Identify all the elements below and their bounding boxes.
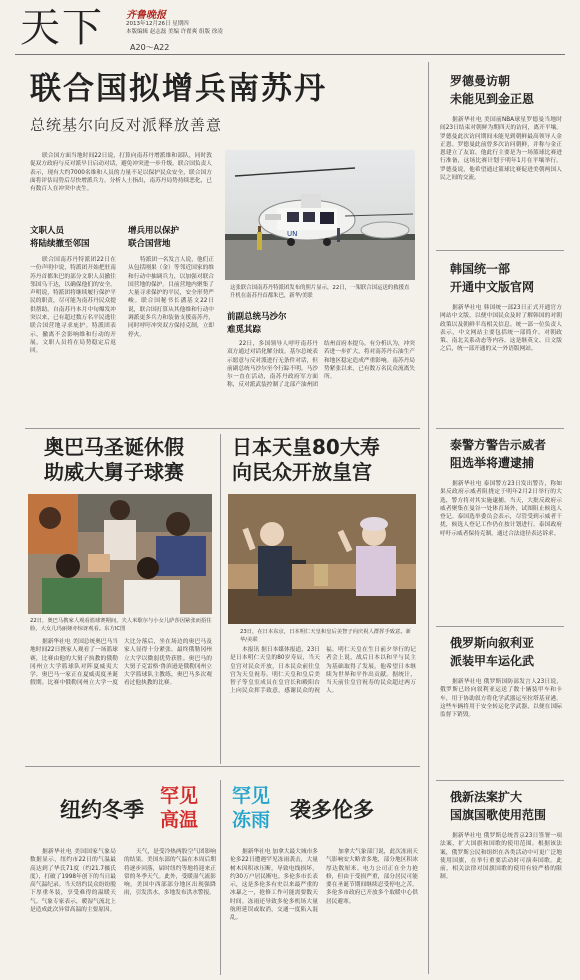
helicopter-caption: 这张联合国南苏丹特派团发布的照片显示，22日，一架联合国运送的救援直升机在南苏丹首都朱巴，新华/美联 bbox=[230, 285, 410, 299]
lead-col3-subhead1: 前副总统马沙尔 bbox=[227, 312, 287, 322]
akihito-headline-line1: 日本天皇80大寿 bbox=[232, 435, 380, 459]
obama-family-image bbox=[28, 494, 212, 614]
page-range: A20～A22 bbox=[130, 43, 170, 52]
masthead-rule bbox=[15, 54, 565, 55]
sidebar-item-text: 据新华社电 泰国警方23日发出警告，称如果反政府示威者阻挠定于明年2月2日举行的大选，警方将对其实施逮捕。当天，大批反政府示威者聚集在曼谷一处体育场外，试图阻止候选人登记。泰国选举委员会表示，尽管受到示威者干扰，候选人登记工作仍在按计划进行。泰国政府呼吁示威者保持克制，通过合法途径表达诉求。 bbox=[440, 481, 562, 537]
helicopter-image bbox=[225, 150, 415, 280]
lead-col1-subhead1: 文职人员 bbox=[30, 226, 65, 236]
ny-headline: 纽约冬季 bbox=[60, 798, 144, 822]
lead-col1-text: 联合国南苏丹特派团22日在一份声明中说，特派团开始把驻南苏丹首都朱巴的部分文职人员撤往邻国乌干达，以确保他们的安全。声明说，特派团将继续履行保护平民的职责，尽可能为南苏丹民众提供帮助。自南苏丹本月中旬爆发冲突以来，已有超过数万名平民逃往联合国营地寻求庇护。特派团表示，撤离不会影响维和行动的开展，文职人员将在局势稳定后返回。 bbox=[30, 257, 116, 355]
lead-intro: 联合国方面当地时间22日说，打算向南苏丹增派维和部队，同时敦促双方政府与反对派早日启动对话，避免冲突进一步升级。联合国负责人表示，现有大约7000名维和人员的力量不足以保护民众安全，联合国方面将评估局势后尽快增派兵力。分析人士指出，南苏丹局势持续恶化，已有数百人在冲突中丧生。 bbox=[30, 153, 212, 193]
ny-text-2: 天气，是受冷热两股空气团影响的结果。美国东部的气温在本周后期将逐步回落，届时纽约等地将迎来正常的冬季天气。此外，受暖湿气流影响，美国中西部部分地区出现强降雨，引发洪水，多地发布洪水警报。 bbox=[124, 849, 216, 897]
mid-vertical-rule bbox=[220, 434, 221, 764]
emperor-image bbox=[228, 494, 416, 624]
obama-headline-line2: 助威大舅子球赛 bbox=[44, 460, 184, 484]
sidebar-item-headline: 国旗国歌使用范围 bbox=[450, 808, 547, 822]
paper-logo: 齐鲁晚报 bbox=[126, 10, 166, 21]
sidebar-item-headline: 俄罗斯向叙利亚 bbox=[450, 636, 535, 650]
akihito-text: 本报讯 据日本媒体报道，23日是日本明仁天皇的80岁寿辰，当天皇宫对民众开放，日本民众前往皇宫为天皇祝寿。明仁天皇和皇后美智子等皇室成员在皇宫长和殿阳台上向民众挥手致意，感谢民众的祝福。明仁天皇在生日前夕举行的记者会上说，战后日本以和平与民主为基础取得了发展，他希望日本继续为世界和平作出贡献。据统计，当天前往皇宫祝寿的民众超过两万人。 bbox=[230, 647, 416, 695]
sidebar-divider bbox=[436, 626, 564, 627]
sidebar-item-headline: 俄新法案扩大 bbox=[450, 790, 523, 804]
to-headline: 袭多伦多 bbox=[290, 798, 374, 822]
lead-col3-text: 22日，多国领导人呼吁南苏丹双方通过对话化解分歧。基尔总统表示愿意与反对派进行无条件对话，但前副总统马沙尔至今行踪不明。马沙尔一直在活动，南苏丹政府军方面称，反对派武装控制了北部产油州团结州首府本提乌。有分析认为，冲突若进一步扩大，将对南苏丹石油生产和地区稳定造成严重影响。南苏丹局势紧张以来，已有数万名民众流离失所。 bbox=[227, 341, 415, 389]
to-headline-blue-2: 冻雨 bbox=[232, 809, 271, 831]
editor-credits: 本版编辑 赵志磊 美编 许翟爽 组版 徐凌 bbox=[126, 29, 223, 35]
sidebar-rule bbox=[428, 62, 429, 974]
obama-caption: 22日，奥巴马携家人观看篮球赛期间，夫人米歇尔与小女儿萨莎因紧张而捂住脸，大女儿玛丽娅亦惊讶观看。东方IC图 bbox=[30, 618, 212, 632]
lead-col2-text: 特派团一名发言人说，他们正从包括刚果（金）等邻近国家的维和行动中抽调兵力，以加强对联合国营地的保护。目前营地内聚集了大量寻求保护的平民，安全形势严峻。联合国秘书长潘基文22日说，联合国打算从其他维和行动中调派更多兵力和装备支援南苏丹，同时呼吁冲突双方保持克制，立即停火。 bbox=[128, 257, 214, 338]
akihito-headline-line2: 向民众开放皇宫 bbox=[232, 460, 372, 484]
lead-deck: 总统基尔向反对派释放善意 bbox=[30, 116, 223, 134]
lead-col2-subhead2: 联合国营地 bbox=[128, 239, 171, 249]
sidebar-item-text: 据新华社电 俄罗斯总统普京23日签署一项法案，扩大国旗和国歌的使用范围。根据该法案，俄罗斯公民和组织在各类活动中可更广泛地使用国旗，在举行重要活动时可演奏国歌。此前，相关法律对国旗国歌的使用有较严格的限制。 bbox=[440, 833, 562, 881]
to-headline-blue-1: 罕见 bbox=[232, 785, 271, 807]
helicopter-photo bbox=[225, 150, 415, 280]
sidebar-item-headline: 未能见到金正恩 bbox=[450, 92, 535, 106]
sidebar-item-headline: 开通中文版官网 bbox=[450, 280, 535, 294]
section-title: 天下 bbox=[20, 5, 104, 51]
ny-headline-red-2: 高温 bbox=[160, 809, 199, 831]
to-text: 据新华社电 加拿大最大城市多伦多22日遭遇罕见冻雨袭击，大量树木因积冰压断，导致电线损坏，约30万户居民断电。多伦多市长表示，这是多伦多有史以来最严重的冰暴之一，抢修工作可能需要数天时间。冻雨还导致多伦多机场大量航班延误或取消，交通一度陷入混乱。 bbox=[230, 849, 318, 922]
svg-text:UN: UN bbox=[287, 230, 298, 238]
lead-col3-subhead2: 难觅其踪 bbox=[227, 325, 262, 335]
sidebar-divider bbox=[436, 780, 564, 781]
obama-photo bbox=[28, 494, 212, 614]
lead-bottom-rule bbox=[25, 428, 420, 429]
obama-headline-line1: 奥巴马圣诞休假 bbox=[44, 435, 184, 459]
sidebar-divider bbox=[436, 428, 564, 429]
sidebar-item-headline: 韩国统一部 bbox=[450, 262, 511, 276]
sidebar-item-headline: 罗德曼访朝 bbox=[450, 74, 511, 88]
mid-bottom-rule bbox=[25, 766, 420, 767]
sidebar-item-text: 据新华社电 俄罗斯国防部发言人23日说，俄罗斯已经向叙利亚运送了数十辆装甲车和卡车，用于协助叙方将化学武器运至拉塔基亚港。这些车辆将用于安全转运化学武器，以便在国际监督下销毁。 bbox=[440, 679, 562, 719]
lead-col1-subhead2: 将陆续撤至邻国 bbox=[30, 239, 90, 249]
akihito-photo bbox=[228, 494, 416, 624]
ny-headline-red-1: 罕见 bbox=[160, 785, 199, 807]
issue-date: 2013年12月26日 星期四 bbox=[126, 21, 189, 27]
sidebar-item-headline: 泰警方警告示威者 bbox=[450, 438, 547, 452]
lead-headline: 联合国拟增兵南苏丹 bbox=[30, 71, 327, 107]
sidebar-item-headline: 阻选举将遭逮捕 bbox=[450, 456, 535, 470]
sidebar-item-text: 据新华社电 韩国统一部23日正式开通官方网站中文版，以便中国民众及时了解韩国的对朝政策以及朝鲜半岛相关信息。统一部一位负责人表示，中文网站主要包括统一部简介、对朝政策、南北关系动态等内容。这是继英文、日文版之后，统一部开通的又一外语版网站。 bbox=[440, 305, 562, 353]
sidebar-item-headline: 派装甲车运化武 bbox=[450, 654, 535, 668]
sidebar-divider bbox=[436, 250, 564, 251]
akihito-caption: 23日，在日本东京，日本明仁天皇和皇后美智子向庆祝人群挥手致意。新华/美联 bbox=[240, 629, 411, 643]
to-text-2: 加拿大气象部门说，此次冻雨天气影响安大略省多地，部分地区积冰厚达数厘米。电力公司正在全力抢修，但由于受损严重，部分居民可能要在圣诞节期间继续忍受停电之苦。多伦多市政府已开放多个取暖中心供居民避寒。 bbox=[326, 849, 418, 905]
ny-text: 据新华社电 美国国家气象局数据显示，纽约市22日的气温最高达到了华氏71度（约21.7摄氏度），打破了1998年创下的当日最高气温纪录。当天纽约民众纷纷脱下厚重冬装，享受难得的温暖天气。气象专家表示，暖湿气流北上是造成此次异常高温的主要原因。 bbox=[30, 849, 116, 914]
obama-text: 据新华社电 美国总统奥巴马当地时间22日携家人观看了一场篮球赛，比赛由他的大舅子执教的俄勒冈州立大学篮球队对阵夏威夷大学。奥巴马一家正在夏威夷度圣诞假期。比赛中俄勒冈州立大学一度大比分落后，坐在场边的奥巴马及家人显得十分紧张。最终俄勒冈州立大学以微弱优势获胜。奥巴马的大舅子克雷格·鲁滨逊是俄勒冈州立大学篮球队主教练，奥巴马多次观看过他执教的比赛。 bbox=[30, 639, 212, 687]
lead-col2-subhead1: 增兵用以保护 bbox=[128, 226, 180, 236]
sidebar-item-text: 据新华社电 美国前NBA球星罗德曼当地时间23日结束对朝鲜为期四天的访问，离开平壤。罗德曼此次访问期间未能见到朝鲜最高领导人金正恩。罗德曼此前曾多次访问朝鲜，并称与金正恩建立了友谊。他此行主要是为一场篮球比赛进行准备，这场比赛计划于明年1月在平壤举行。罗德曼说，他希望通过篮球比赛促进美朝两国人民之间的交流。 bbox=[440, 117, 562, 182]
weather-vertical-rule bbox=[220, 780, 221, 975]
